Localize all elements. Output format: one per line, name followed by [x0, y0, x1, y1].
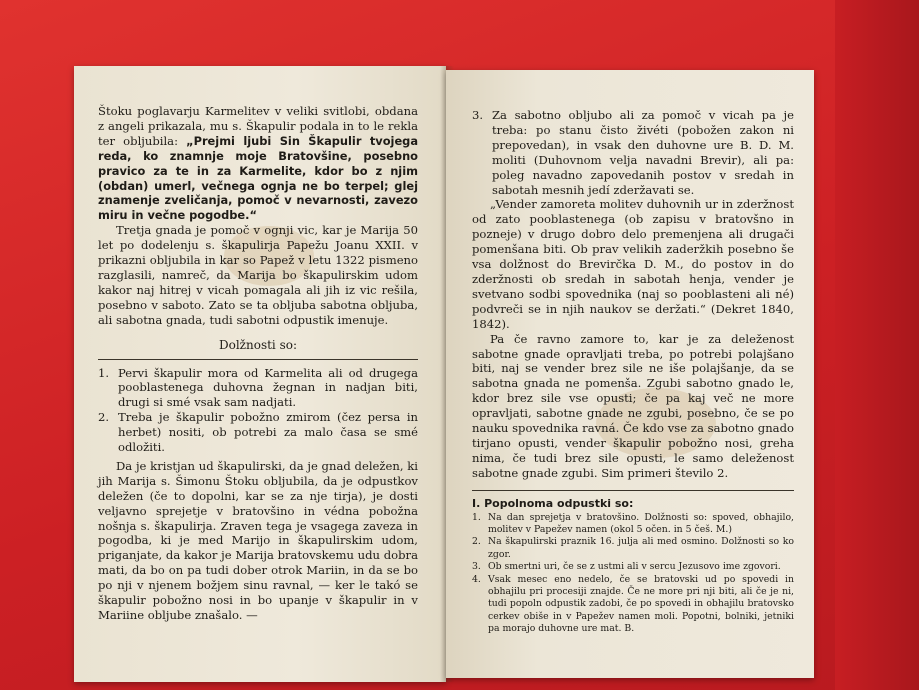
left-para3: Da je kristjan ud škapulirski, da je gnad deležen, ki jih Marija s. Šimonu Štoku obljubila, da je odpustkov deležen (če to dopolni, kar se za nje tirja), je dosti veljavno sprejetje v bratovšino in védna pobožna nošnja s. škapulirja. Zraven tega je vsagega zaveza in pogodba, ki je med Marijo in škapulirskim udom, priganjate, da kakor je Marija bratovskemu udu dobra mati, da bo on pa tudi dober otrok Mariin, in da se bo po nji v njenem božjem sinu ravnal, — ker le takó se škapulir pobožno nosi in bo upanje v škapulir in v Mariine obljube znašalo. —	[98, 458, 418, 622]
left-para1-bold: „Prejmi ljubi Sin Škapulir tvojega reda, ko znamnje moje Bratovšine, posebno pravico za te in za Karmelite, kdor bo z njim (obdan) umerl, večnega ognja ne bo terpel; glej znamenje zveličanja, pomoč v nevarnosti, zavezo miru in večne pogodbe.“	[98, 133, 419, 223]
indulgence-item	[472, 561, 794, 573]
indulgence-text: Vsak mesec eno nedelo, če se bratovski ud po spovedi in obhajilu pri procesiji znajde. Če ne more pri nji biti, ali če je ni, tudi popoln odpustik zadobi, če po spovedi in obhajilu bratovsko cerkev obiše in v Papežev namen moli. Popotni, bolniki, jetniki pa morajo duhovne ure mat. B.	[488, 573, 794, 635]
duties-list	[98, 366, 418, 455]
decree-quote: „Vender zamoreta molitev duhovnih ur in zderžnost od zato pooblastenega (ob zapisu v bratovšno in pozneje) v drugo dobro delo premenjena ali drugači pomenšana biti. Ob prav velikih zaderžkih posebno še vsa dolžnost do Brevirčka D. M., do postov in do zderžnosti ob sredah in sabotah henja, vender je svetvano sodbi spovednika (naj so pooblasteni ali né) podvreči se in njih naukov se deržati.“ (Dekret 1840, 1842).	[472, 197, 794, 331]
list-item	[472, 108, 794, 197]
duty-text: Pervi škapulir mora od Karmelita ali od drugega pooblastenega duhovna žegnan in nadjan biti, drugi si smé vsak sam nadjati.	[118, 365, 418, 410]
right-para: Pa če ravno zamore to, kar je za deleženost sabotne gnade opravljati treba, po potrebi polajšano biti, naj se vender brez sile ne iše polajšanje, da se sabotna gnada ne pomenša. Zgubi sabotno gnado le, kdor brez sile vse opusti; če pa kaj več ne more opravljati, sabotne gnade ne zgubi, posebno, če se po nauku spovednika ravná. Če kdo vse za sabotno gnado tirjano opusti, vender škapulir pobožno nosi, greha nima, če tudi brez sile opusti, le samo deleženost sabotne gnade zgubi. Sim primeri število 2.	[472, 331, 794, 480]
left-column	[98, 104, 418, 623]
indulgence-text: Na škapulirski praznik 16. julja ali med osmino. Dolžnosti so ko zgor.	[488, 536, 794, 560]
indulgence-item	[472, 512, 794, 537]
indulgence-number: 1.	[472, 511, 481, 523]
indulgence-number: 3.	[472, 561, 481, 573]
left-para2: Tretja gnada je pomoč v ognji vic, kar je Marija 50 let po dodelenju s. škapulirja Papežu Joanu XXII. v prikazni obljubila in kar so Papež v letu 1322 pismeno razglasili, namreč, da Marija bo škapulirskim udom kakor naj hitrej v vicah pomagala ali jih iz vic rešila, posebno v saboto. Zato se ta obljuba sabotna obljuba, ali sabotna gnada, tudi sabotni odpustik imenuje.	[98, 223, 418, 327]
duty-text: Treba je škapulir pobožno zmirom (čez persa in herbet) nositi, ob potrebi za malo časa se smé odložiti.	[118, 410, 418, 455]
indulgence-number: 4.	[472, 573, 481, 585]
left-para1-text: Štoku poglavarju Karmelitev v veliki svitlobi, obdana z angeli prikazala, mu s. Škapulir podala in to le rekla ter obljubila:	[98, 104, 418, 148]
duty-number: 1.	[98, 365, 110, 380]
duties-heading: Dolžnosti so:	[218, 337, 298, 352]
indulgence-item	[472, 574, 794, 636]
indulgence-number: 2.	[472, 536, 481, 548]
section-rule	[472, 490, 794, 491]
left-page	[74, 66, 446, 682]
duty-item	[98, 410, 418, 455]
right-page	[446, 70, 814, 678]
item-number: 3.	[472, 108, 484, 122]
indulgence-text: Ob smertni uri, če se z ustmi ali v sercu Jezusovo ime zgovori.	[488, 561, 781, 573]
left-para1	[98, 104, 418, 223]
indulgence-text: Na dan sprejetja v bratovšino. Dolžnosti so: spoved, obhajilo, molitev v Papežev namen (okol 5 očen. in 5 češ. M.)	[488, 511, 794, 535]
sabbath-item	[472, 108, 794, 197]
duty-item	[98, 366, 418, 411]
right-column	[472, 108, 794, 636]
item-text: Za sabotno obljubo ali za pomoč v vicah pa je treba: po stanu čisto živéti (pobožen zakon ni prepovedan), in vsak den duhovne ure B. D. M. moliti (Duhovnom velja navadni Brevir), ali pa: poleg navadno zapovedanih postov v sredah in sabotah mesnih jedí zderžavati se.	[492, 108, 794, 197]
indulgences-list	[472, 512, 794, 636]
background-edge	[835, 0, 919, 690]
indulgence-item	[472, 536, 794, 561]
section-title: I. Popolnoma odpustki so:	[472, 496, 634, 510]
duty-number: 2.	[98, 410, 110, 425]
heading-rule	[98, 359, 418, 360]
